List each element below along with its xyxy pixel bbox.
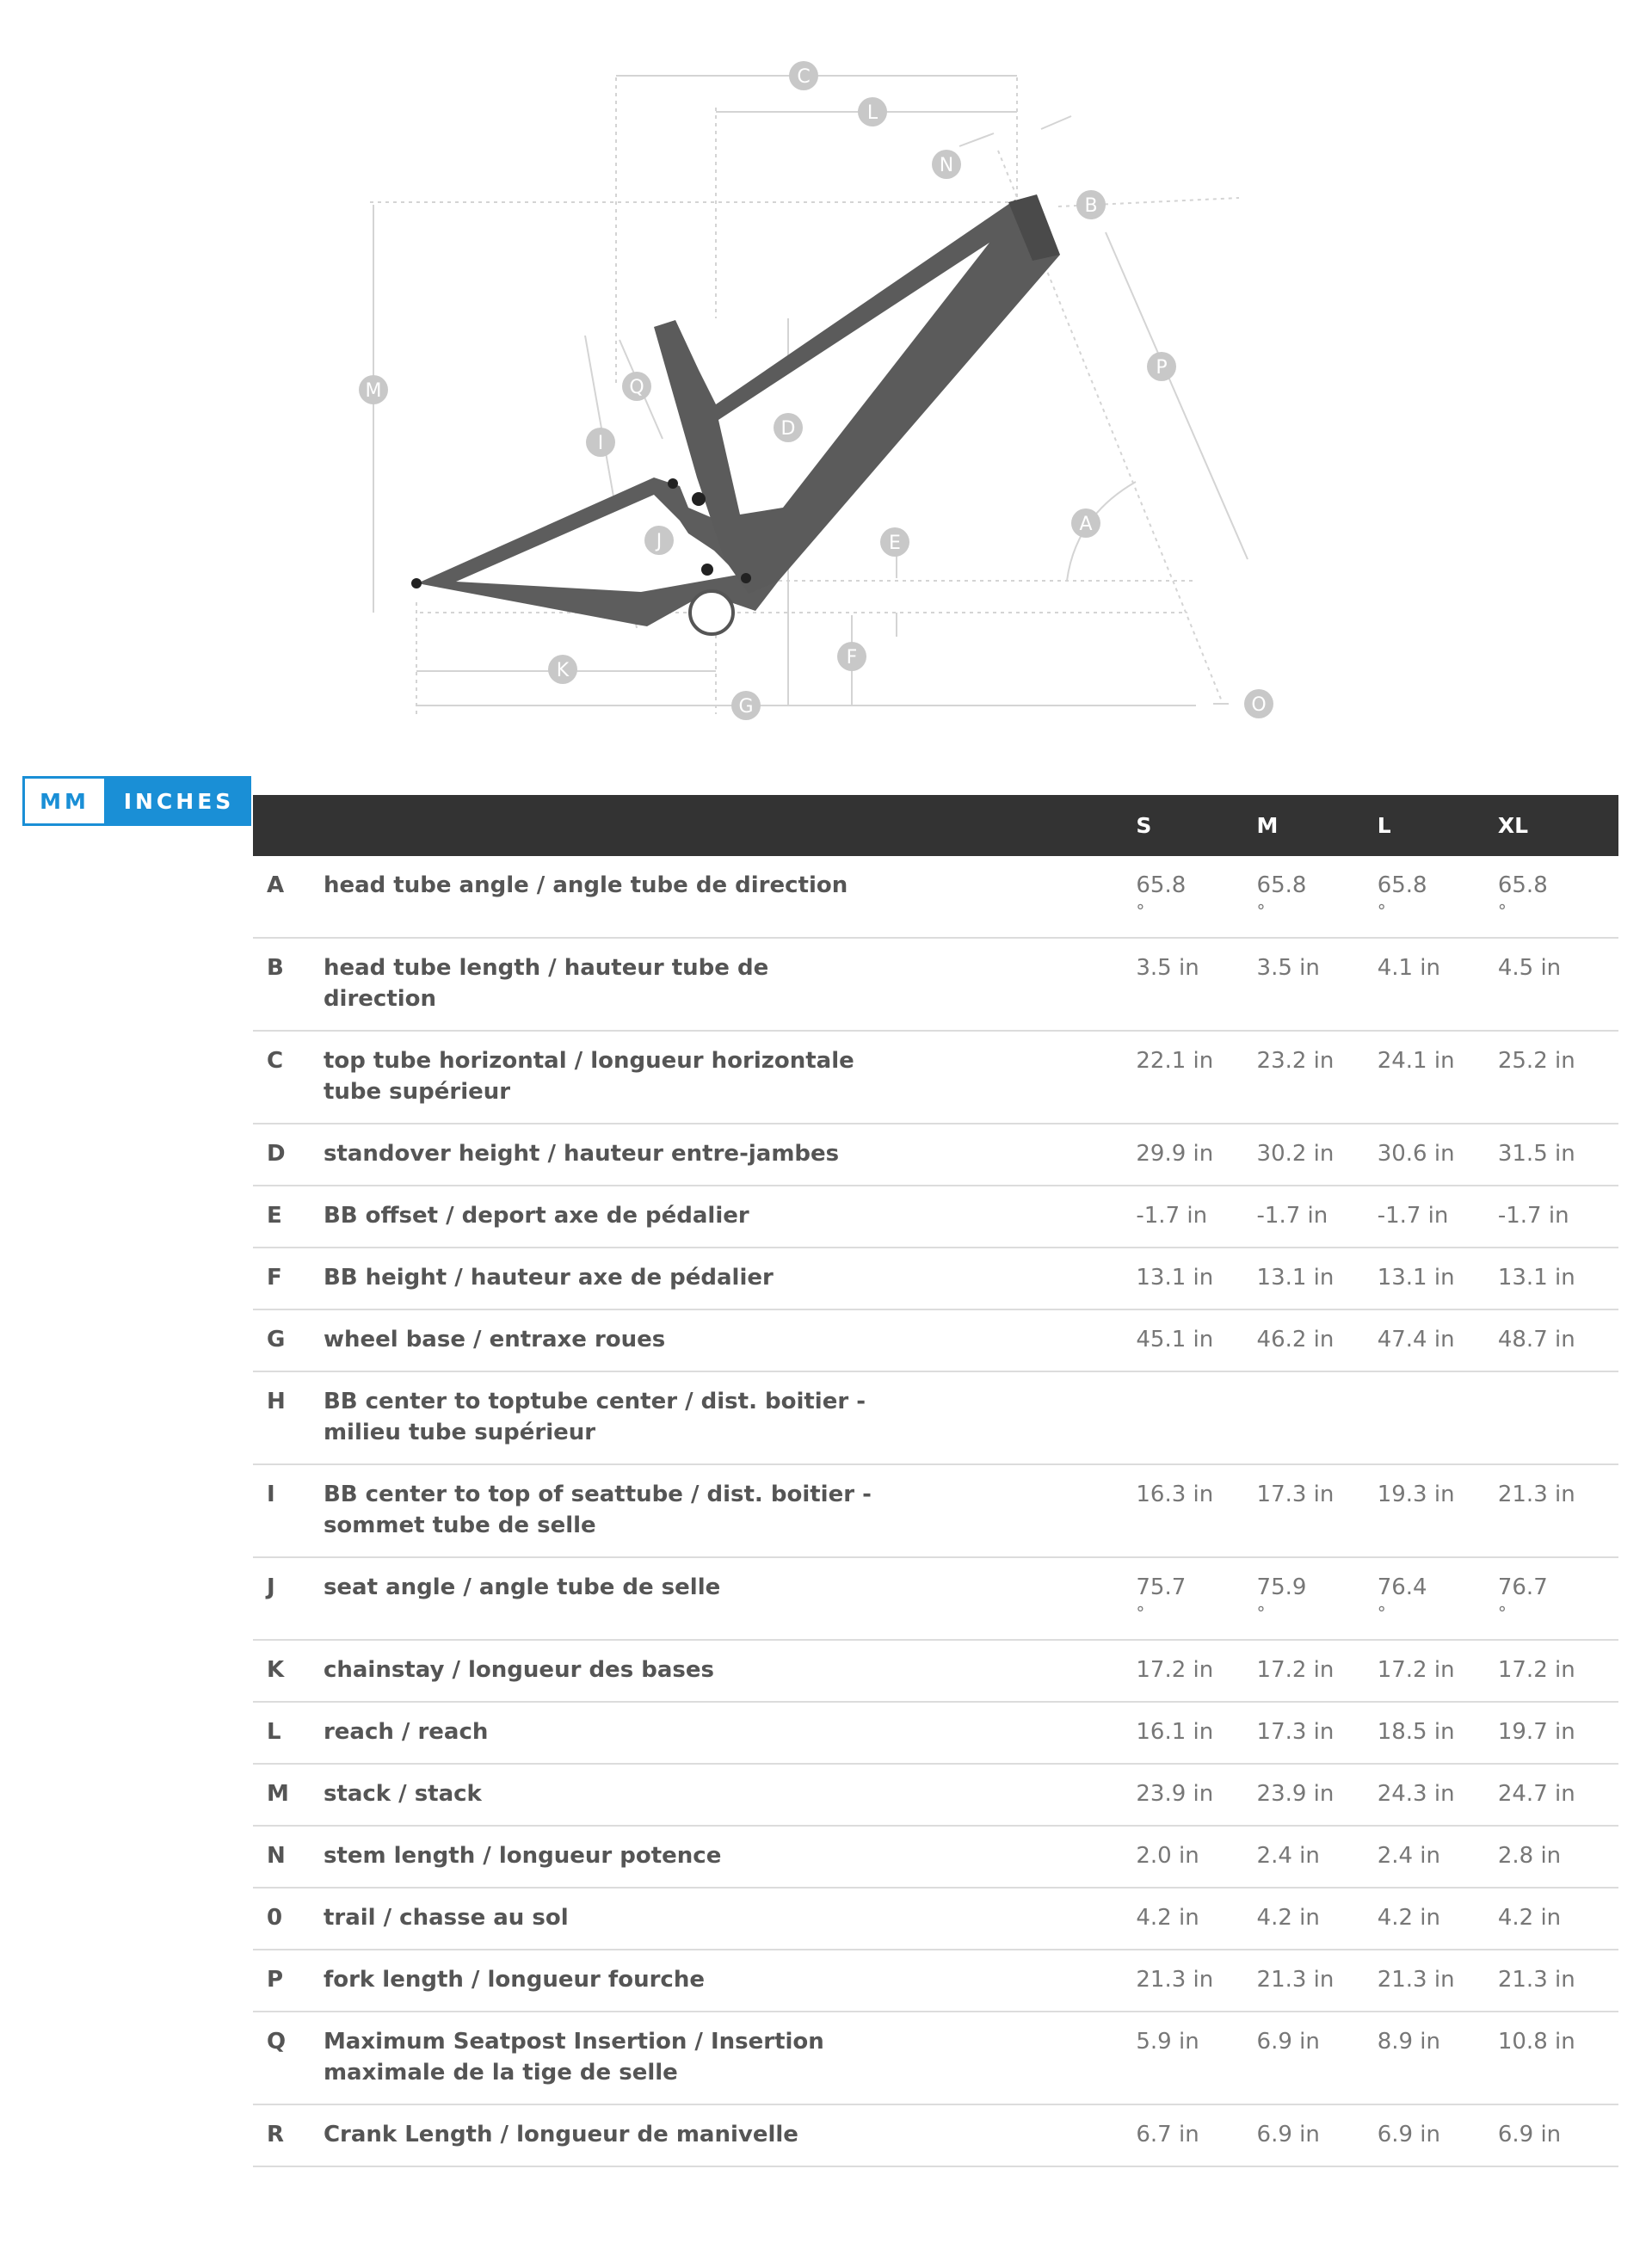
row-value: 18.5 in (1377, 1719, 1455, 1745)
row-value-cell (1136, 1124, 1256, 1186)
row-value-cell (1257, 1124, 1378, 1186)
degree-mark: ° (1377, 901, 1386, 921)
row-letter: 0 (253, 1888, 324, 1950)
row-value-cell (1257, 2012, 1378, 2104)
row-value: 13.1 in (1136, 1265, 1214, 1291)
marker-b (1076, 190, 1106, 219)
table-row (253, 1031, 1618, 1124)
marker-f (837, 642, 866, 671)
table-row (253, 1764, 1618, 1826)
marker-j (644, 526, 674, 555)
row-value-cell (1257, 2104, 1378, 2166)
row-value-cell (1498, 1888, 1618, 1950)
degree-mark: ° (1497, 1603, 1507, 1624)
row-letter: B (253, 938, 324, 1031)
unit-toggle (22, 776, 251, 826)
marker-d (774, 413, 803, 442)
row-value: 4.2 in (1497, 1905, 1562, 1931)
marker-label: Q (629, 377, 644, 398)
row-value: 65.8 (1497, 872, 1548, 898)
row-label: BB offset / deport axe de pédalier (323, 1203, 749, 1229)
row-value-cell (1498, 1031, 1618, 1124)
row-label-cell (324, 1248, 1136, 1309)
row-value: 24.3 in (1377, 1781, 1455, 1807)
row-value: 48.7 in (1497, 1327, 1575, 1352)
row-label-cell (324, 1464, 1136, 1557)
inches-unit-button[interactable]: INCHES (107, 776, 251, 826)
table-row (253, 1950, 1618, 2012)
table-row (253, 1309, 1618, 1371)
table-row (253, 1702, 1618, 1764)
row-value: 2.4 in (1256, 1843, 1320, 1869)
row-value: 21.3 in (1497, 1967, 1575, 1993)
marker-label: C (797, 66, 811, 88)
row-value: 76.4 (1377, 1574, 1427, 1600)
table-row (253, 1464, 1618, 1557)
marker-label: G (738, 696, 754, 718)
row-value: 4.1 in (1377, 955, 1441, 981)
marker-label: I (597, 433, 604, 454)
row-value-cell (1498, 1826, 1618, 1888)
marker-label: M (365, 380, 382, 402)
row-label: head tube length / hauteur tube de direction (323, 955, 769, 1012)
row-value: 22.1 in (1136, 1048, 1214, 1074)
table-row (253, 1888, 1618, 1950)
row-label: BB center to toptube center / dist. boitier - milieu tube supérieur (323, 1389, 866, 1445)
row-label-cell (324, 1888, 1136, 1950)
row-value: 5.9 in (1136, 2029, 1199, 2055)
row-value: 21.3 in (1497, 1482, 1575, 1507)
row-value: 6.9 in (1256, 2029, 1320, 2055)
row-value: 17.2 in (1497, 1657, 1575, 1683)
row-value: 45.1 in (1136, 1327, 1214, 1352)
header-size-s: S (1136, 795, 1256, 856)
row-value-cell (1378, 1557, 1498, 1640)
row-value: 65.8 (1377, 872, 1427, 898)
row-label: fork length / longueur fourche (323, 1967, 705, 1993)
row-value: 17.3 in (1256, 1482, 1335, 1507)
row-value-cell (1498, 938, 1618, 1031)
header-size-m: M (1257, 795, 1378, 856)
row-value-cell (1136, 1888, 1256, 1950)
marker-label: P (1156, 357, 1168, 379)
row-value-cell (1498, 1464, 1618, 1557)
row-value-cell (1498, 1309, 1618, 1371)
row-letter: D (253, 1124, 324, 1186)
row-value: 46.2 in (1256, 1327, 1335, 1352)
row-value-cell (1136, 1640, 1256, 1702)
row-value-cell (1136, 2012, 1256, 2104)
row-value-cell (1378, 1371, 1498, 1464)
row-value-cell (1378, 1124, 1498, 1186)
row-value-cell (1378, 1248, 1498, 1309)
row-value-cell (1136, 2104, 1256, 2166)
row-value: 29.9 in (1136, 1141, 1214, 1167)
mm-unit-button[interactable]: MM (22, 776, 107, 826)
row-value-cell (1257, 1371, 1378, 1464)
row-letter: H (253, 1371, 324, 1464)
row-label: wheel base / entraxe roues (323, 1327, 666, 1352)
row-value-cell (1136, 1248, 1256, 1309)
row-value: 24.7 in (1497, 1781, 1575, 1807)
row-value-cell (1257, 1186, 1378, 1248)
row-value: 3.5 in (1256, 955, 1320, 981)
table-row (253, 938, 1618, 1031)
row-label-cell (324, 1031, 1136, 1124)
bike-frame-diagram (0, 0, 1652, 757)
row-value-cell (1498, 1248, 1618, 1309)
row-label-cell (324, 1702, 1136, 1764)
row-value-cell (1136, 1557, 1256, 1640)
row-value-cell (1378, 1640, 1498, 1702)
marker-label: B (1084, 195, 1098, 217)
row-letter: I (253, 1464, 324, 1557)
marker-label: E (889, 533, 901, 554)
table-row (253, 856, 1618, 938)
row-value-cell (1378, 856, 1498, 938)
row-value: 8.9 in (1377, 2029, 1441, 2055)
row-letter: A (253, 856, 324, 938)
row-label-cell (324, 2012, 1136, 2104)
header-size-l: L (1378, 795, 1498, 856)
table-row (253, 1640, 1618, 1702)
row-label: stack / stack (323, 1781, 482, 1807)
row-value: -1.7 in (1136, 1203, 1208, 1229)
header-letter (253, 795, 324, 856)
row-letter: N (253, 1826, 324, 1888)
row-value-cell (1136, 1371, 1256, 1464)
bike-frame-icon (411, 194, 1060, 634)
table-row (253, 1186, 1618, 1248)
row-value: 6.7 in (1136, 2122, 1199, 2147)
table-row (253, 1557, 1618, 1640)
row-value: 23.2 in (1256, 1048, 1335, 1074)
row-value-cell (1498, 856, 1618, 938)
row-value: 19.3 in (1377, 1482, 1455, 1507)
row-value: 13.1 in (1377, 1265, 1455, 1291)
row-value-cell (1136, 1186, 1256, 1248)
row-value: 13.1 in (1497, 1265, 1575, 1291)
marker-c (789, 61, 818, 90)
row-value: 76.7 (1497, 1574, 1548, 1600)
marker-q (622, 372, 651, 401)
row-value-cell (1498, 2104, 1618, 2166)
marker-label: J (656, 531, 663, 552)
marker-label: N (939, 155, 954, 176)
row-label-cell (324, 1826, 1136, 1888)
row-label: reach / reach (323, 1719, 489, 1745)
row-value: 4.2 in (1256, 1905, 1320, 1931)
row-value-cell (1257, 1248, 1378, 1309)
row-value-cell (1378, 1702, 1498, 1764)
row-value: 65.8 (1256, 872, 1307, 898)
row-value: 4.5 in (1497, 955, 1562, 981)
row-letter: C (253, 1031, 324, 1124)
row-value: 24.1 in (1377, 1048, 1455, 1074)
row-label-cell (324, 1371, 1136, 1464)
degree-mark: ° (1136, 901, 1145, 921)
row-letter: P (253, 1950, 324, 2012)
row-label-cell (324, 1557, 1136, 1640)
row-value-cell (1136, 938, 1256, 1031)
row-value: 23.9 in (1256, 1781, 1335, 1807)
row-value-cell (1378, 1031, 1498, 1124)
row-value: 17.3 in (1256, 1719, 1335, 1745)
row-value: 47.4 in (1377, 1327, 1455, 1352)
row-value: 13.1 in (1256, 1265, 1335, 1291)
row-value-cell (1378, 2012, 1498, 2104)
row-value: 4.2 in (1377, 1905, 1441, 1931)
row-label: Crank Length / longueur de manivelle (323, 2122, 798, 2147)
row-label-cell (324, 1309, 1136, 1371)
marker-p (1147, 352, 1176, 381)
degree-mark: ° (1256, 901, 1266, 921)
row-value: 25.2 in (1497, 1048, 1575, 1074)
row-value: 17.2 in (1256, 1657, 1335, 1683)
row-value: 65.8 (1136, 872, 1187, 898)
row-label: head tube angle / angle tube de direction (323, 872, 848, 898)
row-value-cell (1257, 1950, 1378, 2012)
marker-label: F (846, 647, 858, 669)
marker-n (932, 150, 961, 179)
row-value-cell (1378, 1464, 1498, 1557)
row-label-cell (324, 1640, 1136, 1702)
row-value: 6.9 in (1497, 2122, 1562, 2147)
row-value: 6.9 in (1377, 2122, 1441, 2147)
table-row (253, 1124, 1618, 1186)
table-row (253, 1371, 1618, 1464)
table-row (253, 1826, 1618, 1888)
row-value: -1.7 in (1256, 1203, 1328, 1229)
row-letter: L (253, 1702, 324, 1764)
row-value-cell (1136, 1464, 1256, 1557)
marker-o (1244, 689, 1273, 718)
row-value: 2.0 in (1136, 1843, 1199, 1869)
row-value: 21.3 in (1377, 1967, 1455, 1993)
row-label: BB center to top of seattube / dist. boitier - sommet tube de selle (323, 1482, 872, 1538)
row-letter: E (253, 1186, 324, 1248)
row-label: Maximum Seatpost Insertion / Insertion maximale de la tige de selle (323, 2029, 824, 2086)
marker-label: O (1251, 694, 1267, 716)
row-value-cell (1257, 1640, 1378, 1702)
row-letter: Q (253, 2012, 324, 2104)
row-value: 75.9 (1256, 1574, 1307, 1600)
row-label-cell (324, 2104, 1136, 2166)
row-label-cell (324, 856, 1136, 938)
degree-mark: ° (1377, 1603, 1386, 1624)
row-value-cell (1136, 1764, 1256, 1826)
table-header-row (253, 795, 1618, 856)
row-value: -1.7 in (1377, 1203, 1449, 1229)
row-value: 17.2 in (1136, 1657, 1214, 1683)
row-value-cell (1257, 1764, 1378, 1826)
row-value: 23.9 in (1136, 1781, 1214, 1807)
row-value-cell (1257, 1031, 1378, 1124)
row-letter: M (253, 1764, 324, 1826)
marker-k (548, 655, 577, 684)
marker-a (1071, 508, 1100, 538)
row-value: 31.5 in (1497, 1141, 1575, 1167)
row-value: -1.7 in (1497, 1203, 1569, 1229)
row-value: 16.3 in (1136, 1482, 1214, 1507)
row-value-cell (1136, 1031, 1256, 1124)
marker-l (858, 97, 887, 126)
table-body (253, 856, 1618, 2166)
row-label-cell (324, 1950, 1136, 2012)
marker-label: D (780, 418, 796, 440)
marker-label: K (556, 660, 570, 681)
row-value-cell (1257, 856, 1378, 938)
row-label-cell (324, 1186, 1136, 1248)
marker-m (359, 375, 388, 404)
row-value-cell (1257, 1702, 1378, 1764)
geometry-table (253, 795, 1618, 2167)
row-value: 21.3 in (1136, 1967, 1214, 1993)
row-value-cell (1498, 1186, 1618, 1248)
row-label: chainstay / longueur des bases (323, 1657, 714, 1683)
row-value: 19.7 in (1497, 1719, 1575, 1745)
row-value-cell (1498, 1371, 1618, 1464)
row-letter: K (253, 1640, 324, 1702)
marker-g (731, 691, 761, 720)
row-value: 16.1 in (1136, 1719, 1214, 1745)
row-value: 30.6 in (1377, 1141, 1455, 1167)
row-value-cell (1378, 2104, 1498, 2166)
row-value: 21.3 in (1256, 1967, 1335, 1993)
row-value-cell (1498, 1764, 1618, 1826)
row-value: 10.8 in (1497, 2029, 1575, 2055)
marker-i (586, 428, 615, 457)
row-value: 2.8 in (1497, 1843, 1562, 1869)
row-letter: J (253, 1557, 324, 1640)
row-label: standover height / hauteur entre-jambes (323, 1141, 840, 1167)
row-value-cell (1498, 1124, 1618, 1186)
row-value-cell (1498, 1702, 1618, 1764)
row-value-cell (1378, 938, 1498, 1031)
row-value-cell (1257, 938, 1378, 1031)
header-label (324, 795, 1136, 856)
row-value-cell (1136, 1826, 1256, 1888)
row-value-cell (1378, 1950, 1498, 2012)
row-label: stem length / longueur potence (323, 1843, 722, 1869)
degree-mark: ° (1256, 1603, 1266, 1624)
row-label: BB height / hauteur axe de pédalier (323, 1265, 774, 1291)
row-value-cell (1257, 1464, 1378, 1557)
row-letter: F (253, 1248, 324, 1309)
degree-mark: ° (1136, 1603, 1145, 1624)
row-value-cell (1257, 1309, 1378, 1371)
degree-mark: ° (1497, 901, 1507, 921)
row-value-cell (1378, 1186, 1498, 1248)
table-row (253, 2012, 1618, 2104)
row-value-cell (1136, 856, 1256, 938)
row-value: 17.2 in (1377, 1657, 1455, 1683)
row-value-cell (1378, 1888, 1498, 1950)
table-row (253, 2104, 1618, 2166)
row-label-cell (324, 938, 1136, 1031)
row-value-cell (1378, 1826, 1498, 1888)
row-label: seat angle / angle tube de selle (323, 1574, 721, 1600)
row-value-cell (1257, 1826, 1378, 1888)
row-value-cell (1136, 1309, 1256, 1371)
marker-e (880, 527, 909, 557)
row-label-cell (324, 1764, 1136, 1826)
row-label: top tube horizontal / longueur horizontale tube supérieur (323, 1048, 854, 1105)
row-value-cell (1378, 1309, 1498, 1371)
row-value: 30.2 in (1256, 1141, 1335, 1167)
marker-label: L (866, 102, 878, 124)
row-value-cell (1257, 1557, 1378, 1640)
row-value: 75.7 (1136, 1574, 1187, 1600)
table-row (253, 1248, 1618, 1309)
row-letter: R (253, 2104, 324, 2166)
row-value: 4.2 in (1136, 1905, 1199, 1931)
row-value-cell (1498, 1640, 1618, 1702)
marker-label: A (1079, 514, 1093, 535)
row-label: trail / chasse au sol (323, 1905, 569, 1931)
row-value: 3.5 in (1136, 955, 1199, 981)
row-value-cell (1257, 1888, 1378, 1950)
row-value-cell (1498, 1950, 1618, 2012)
row-letter: G (253, 1309, 324, 1371)
row-value-cell (1498, 1557, 1618, 1640)
row-value: 2.4 in (1377, 1843, 1441, 1869)
row-value-cell (1498, 2012, 1618, 2104)
row-value-cell (1378, 1764, 1498, 1826)
header-size-xl: XL (1498, 795, 1618, 856)
row-value: 6.9 in (1256, 2122, 1320, 2147)
row-label-cell (324, 1124, 1136, 1186)
row-value-cell (1136, 1702, 1256, 1764)
row-value-cell (1136, 1950, 1256, 2012)
